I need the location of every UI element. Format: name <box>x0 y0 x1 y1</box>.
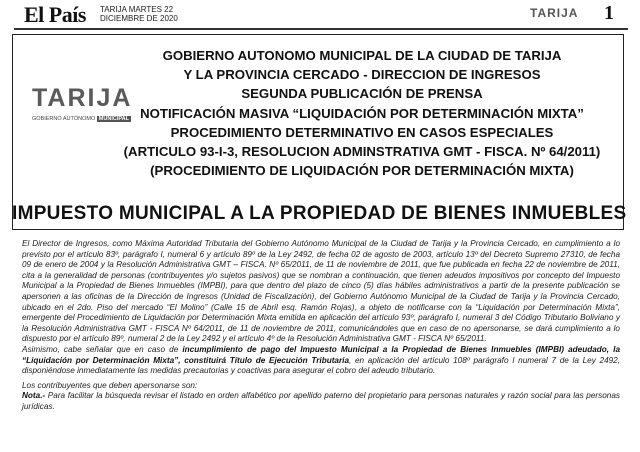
notice-body <box>22 239 620 413</box>
heading-line-1: GOBIERNO AUTONOMO MUNICIPAL DE LA CIUDAD DE TARIJA <box>162 48 562 63</box>
page-number: 1 <box>604 2 614 24</box>
dateline <box>100 5 178 23</box>
heading-line-2: Y LA PROVINCIA CERCADO - DIRECCION DE INGRESOS <box>183 67 541 83</box>
body-paragraph-1: El Director de Ingresos, como Máxima Autoridad Tributaria del Gobierno Autónomo Municipal de la Ciudad de Tarija y la Provincia Cercado, en cumplimiento a lo previsto por el artículo 83º, parágrafo I, numeral 6 y artículo 89º de la Ley 2492, de fecha 02 de agosto de 2003, artículo 13º del Decreto Supremo 27310, de fecha 09 de enero de 2004 y la Resolución Administrativa GMT – FISCA. Nº 65/2011, de 11 de noviembre de 2011, que fue publicada en fecha 22 de noviembre de 2011, cita a la generalidad de personas (contribuyentes y/o sujetos pasivos) que se nombran a continuación, que tienen adeudos impositivos por concepto del Impuesto Municipal a la Propiedad de Bienes Inmuebles (IMPBI), para que dentro del plazo de cinco (5) días hábiles administrativos a partir de la presente publicación se apersonen a las oficinas de la Dirección de Ingresos (Unidad de Fiscalización), del Gobierno Autónomo Municipal de la Ciudad de Tarija y la Provincia Cercado, ubicado en el 2do. Piso del mercado “El Molino” (Calle 15 de Abril esq. Ramón Rojas), a objeto de notificarse con la “Liquidación por Determinación Mixta”, emergente del Procedimiento de Liquidación por Determinación Mixta emitida en aplicación del artículo 93º, parágrafo I, numeral 3 del Código Tributario Boliviano y la Resolución Administrativa GMT - FISCA Nº 64/2011, de 11 de noviembre de 2011, comunicándoles que en caso de no apersonarse, se dará cumplimiento a lo dispuesto por el artículo 89º, numeral 2 de la Ley 2492 y el artículo 4º de la Resolución Administrativa GMT - FISCA Nº 65/2011. <box>22 239 620 344</box>
paragraph-2-lead: Asimismo, cabe señalar que en caso de <box>22 344 183 354</box>
heading-line-6: (ARTICULO 93-I-3, RESOLUCION ADMINSTRATIVA GMT - FISCA. Nº 64/2011) <box>123 144 601 160</box>
heading-line-7: (PROCEDIMIENTO DE LIQUIDACIÓN POR DETERMINACIÓN MIXTA) <box>150 163 574 179</box>
heading-line-3: SEGUNDA PUBLICACIÓN DE PRENSA <box>241 86 483 102</box>
body-paragraph-3: Los contribuyentes que deben apersonarse son: <box>22 380 198 390</box>
heading-line-5: PROCEDIMIENTO DETERMINATIVO EN CASOS ESPECIALES <box>170 124 554 140</box>
notice-heading <box>112 46 612 180</box>
dateline-day: TARIJA MARTES 22 <box>100 5 174 14</box>
main-title: IMPUESTO MUNICIPAL A LA PROPIEDAD DE BIENES INMUEBLES <box>12 203 627 224</box>
logo-wordmark: TARIJA <box>32 84 133 112</box>
paragraph-2-emphasis: incumplimiento de pago del Impuesto Municipal a la Propiedad de Bienes Inmuebles (IMPBI) adeudado, la “Liquidación por Determinación Mixta”, constituirá Título de Ejecución Tributaria <box>22 344 620 365</box>
logo-subtitle-prefix: GOBIERNO AUTÓNOMO <box>32 116 96 122</box>
logo-subtitle-highlight: MUNICIPAL <box>98 116 129 122</box>
note-paragraph <box>22 391 620 412</box>
dateline-month: DICIEMBRE DE 2020 <box>100 14 178 23</box>
body-paragraph-2 <box>22 345 620 377</box>
newspaper-brand: El País <box>24 2 86 27</box>
note-text: Para facilitar la búsqueda revisar el listado en orden alfabético por apellido paterno del propietario para personas naturales y razón social para las personas jurídicas. <box>22 391 620 411</box>
masthead-divider <box>14 28 628 30</box>
section-tag: TARIJA <box>530 6 579 20</box>
paragraph-2-tail: , en aplicación del artículo 108º parágrafo I numeral 7 de la Ley 2492, disponiéndose inmediatamente las medidas precautorias y coactivas para asegurar el cobro del adeudo tributario. <box>22 355 620 376</box>
newspaper-masthead <box>0 0 640 30</box>
heading-line-4: NOTIFICACIÓN MASIVA “LIQUIDACIÓN POR DETERMINACIÓN MIXTA” <box>140 105 584 121</box>
note-label: Nota.- <box>22 391 46 401</box>
